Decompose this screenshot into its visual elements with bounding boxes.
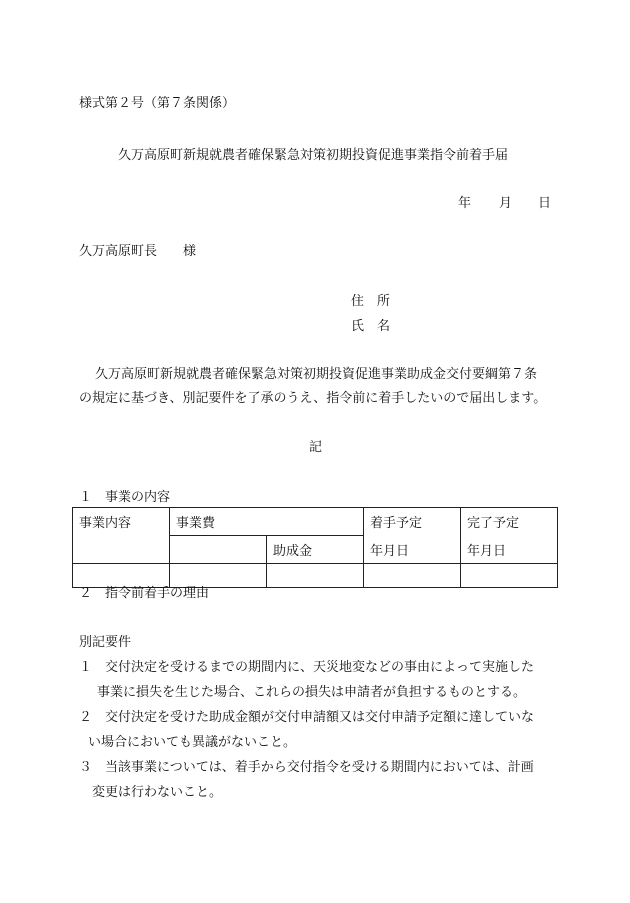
date-year: 年 xyxy=(458,196,472,211)
table-cell[interactable] xyxy=(461,564,558,588)
table-cell[interactable] xyxy=(267,564,364,588)
header-end: 完了予定 xyxy=(461,508,558,536)
header-cost: 事業費 xyxy=(170,508,364,536)
requirement-line: 変更は行わないこと。 xyxy=(92,785,223,800)
section-heading: １ 事業の内容 xyxy=(79,490,171,505)
header-start-sub: 年月日 xyxy=(364,536,461,564)
header-subsidy: 助成金 xyxy=(267,536,364,564)
requirements-title: 別記要件 xyxy=(79,635,132,650)
header-content-cont xyxy=(73,536,170,564)
requirement-line: い場合においても異議がないこと。 xyxy=(88,735,297,750)
project-table xyxy=(72,507,558,588)
table-cell[interactable] xyxy=(73,564,170,588)
requirement-line: ２ 交付決定を受けた助成金額が交付申請額又は交付申請予定額に達していな xyxy=(79,710,535,725)
header-end-sub: 年月日 xyxy=(461,536,558,564)
table-cell[interactable] xyxy=(170,564,267,588)
requirement-line: ３ 当該事業については、着手から交付指令を受ける期間内においては、計画 xyxy=(79,760,534,775)
requirement-line: 事業に損失を生じた場合、これらの損失は申請者が負担するものとする。 xyxy=(97,685,527,700)
body-text-line: 久万高原町新規就農者確保緊急対策初期投資促進事業助成金交付要綱第７条 xyxy=(95,367,538,382)
addressee: 久万高原町長 様 xyxy=(79,244,197,259)
header-start: 着手予定 xyxy=(364,508,461,536)
document-title: 久万高原町新規就農者確保緊急対策初期投資促進事業指令前着手届 xyxy=(118,148,509,163)
ki-heading: 記 xyxy=(309,440,323,455)
body-text-line: の規定に基づき、別記要件を了承のうえ、指令前に着手したいので届出します。 xyxy=(79,391,547,406)
header-content: 事業内容 xyxy=(73,508,170,536)
date-month: 月 xyxy=(499,196,513,211)
requirement-line: １ 交付決定を受けるまでの期間内に、天災地変などの事由によって実施した xyxy=(79,660,535,675)
form-number: 様式第２号（第７条関係） xyxy=(79,96,236,111)
table-cell[interactable] xyxy=(364,564,461,588)
header-cost-cont xyxy=(170,536,267,564)
section-heading: ２ 指令前着手の理由 xyxy=(79,586,210,601)
applicant-address-label: 住 所 xyxy=(351,294,391,309)
date-day: 日 xyxy=(538,196,552,211)
applicant-name-label: 氏 名 xyxy=(351,319,391,334)
date-line xyxy=(458,196,551,212)
